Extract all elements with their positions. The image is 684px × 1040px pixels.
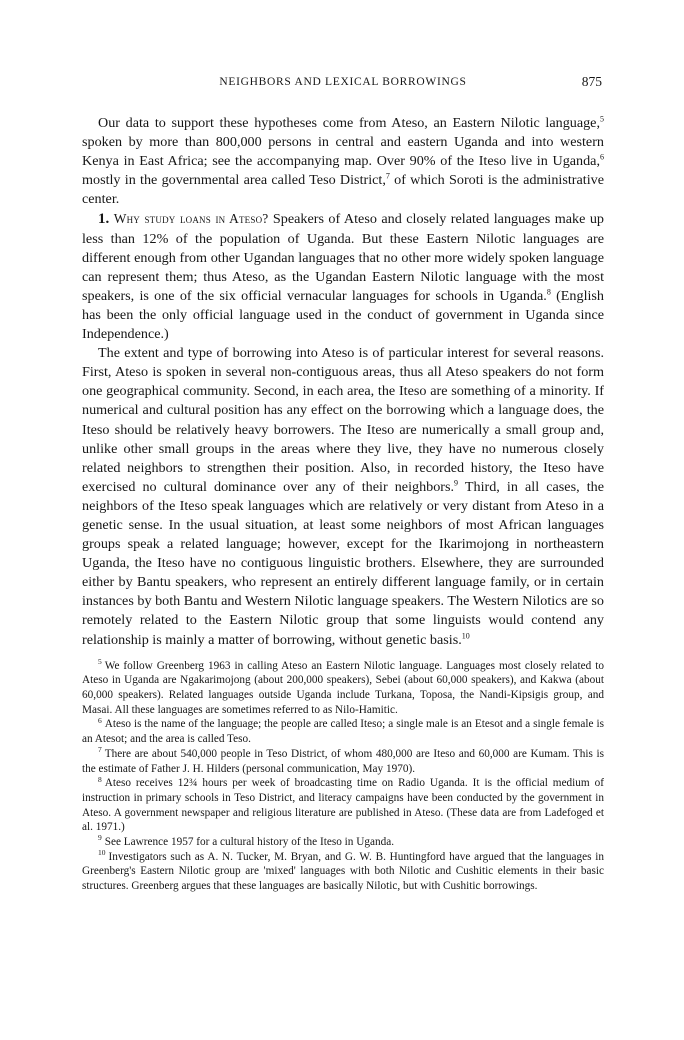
footnote-ref-10: 10 (461, 630, 470, 640)
footnote-7: $^7$ There are about 540,000 people in Teso District, of whom 480,000 are Iteso and 60,000 are Kumam. This is the estimate of Father J. H. Hilders (personal communication, May 1970). (82, 745, 604, 775)
footnotes (82, 656, 604, 894)
paragraph-2: 1. Why study loans in Ateso? Speakers of Ateso and closely related languages make up less than 12% of the population of Uganda. But these Eastern Nilotic languages are different enough from other Ugandan languages that no other more widely spoken language can represent them; thus Ateso, as the Ugandan Eastern Nilotic language with the most speakers, is one of the six official vernacular languages for schools in Uganda.$^8$ (English has been the only official language used in the conduct of government in Uganda since Independence.) (82, 211, 605, 343)
page-number: 875 (581, 74, 602, 89)
footnote-5: $^5$ We follow Greenberg 1963 in calling Ateso an Eastern Nilotic language. Languages most closely related to Ateso in Uganda are Ngakarimojong (about 200,000 speakers), Sebei (about 60,000 speakers), and Kakwa (about 60,000 speakers). Related languages outside Uganda include Turkana, Toposa, the Nandi-Kipsigis group, and Masai. All these languages are sometimes referred to as Nilo-Hamitic. (82, 656, 604, 716)
section-heading: Why study loans in Ateso? (113, 211, 269, 227)
running-title: NEIGHBORS AND LEXICAL BORROWINGS (219, 76, 467, 88)
paragraph-1: Our data to support these hypotheses come from Ateso, an Eastern Nilotic language,$^5$ spoken by more than 800,000 persons in central and eastern Uganda and into western Kenya in East Africa; see the accompanying map. Over 90% of the Iteso live in Uganda,$^6$ mostly in the governmental area called Teso District,$^7$ of which Soroti is the administrative center. (82, 114, 604, 208)
footnote-10: $^{10}$ Investigators such as A. N. Tucker, M. Bryan, and G. W. B. Huntingford have argued that the languages in Greenberg's Eastern Nilotic group are 'mixed' languages with both Nilotic and Cushitic elements in their basic structures. Greenberg argues that these languages are basically Nilotic, but with Cushitic borrowings. (82, 848, 604, 893)
paragraph-3: The extent and type of borrowing into Ateso is of particular interest for several reasons. First, Ateso is spoken in several non-contiguous areas, thus all Ateso speakers do not form one geographical community. Second, in each area, the Iteso are something of a minority. If numerical and cultural position has any effect on the borrowing which a language does, the Iteso should be relatively heavy borrowers. The Iteso are numerically a small group and, unlike other small groups in the areas where they live, they have no numerous closely related neighbors to strengthen their position. Also, in recorded history, the Iteso have exercised no cultural dominance over any of their neighbors.$^9$ Third, in all cases, the neighbors of the Iteso speak languages which are relatively or very distant from Ateso in a genetic sense. In the usual situation, at least some neighbors of most African languages groups speak a related language; however, except for the Ikarimojong in northeastern Uganda, the Iteso have no contiguous linguistic brothers. Elsewhere, they are surrounded either by Bantu speakers, who represent an entirely different language family, or in certain instances by both Bantu and Western Nilotic language speakers. The Western Nilotics are so remotely related to the Eastern Nilotic group that some linguists would contend any relationship is mainly a matter of borrowing, without genetic basis.$^{10}$ (82, 345, 604, 648)
footnote-ref-8: 8 (546, 287, 551, 297)
running-header (82, 74, 604, 98)
page (82, 74, 604, 894)
footnote-6: $^6$ Ateso is the name of the language; the people are called Iteso; a single male is an Etesot and a single female is an Atesot; and the area is called Teso. (82, 715, 604, 746)
footnote-ref-5: 5 (600, 114, 604, 124)
section-number: 1. (98, 211, 110, 228)
footnote-ref-7: 7 (385, 171, 390, 181)
footnote-8: $^8$ Ateso receives 12¾ hours per week of broadcasting time on Radio Uganda. It is the official medium of instruction in primary schools in Teso District, and literacy campaigns have been conducted by the government in Ateso. A government newspaper and religious literature are published in Ateso. (These data are from Ladefoged et al. 1971.) (82, 774, 604, 834)
footnote-ref-6: 6 (600, 152, 604, 162)
footnote-ref-9: 9 (454, 478, 459, 488)
footnote-9: $^9$ See Lawrence 1957 for a cultural history of the Iteso in Uganda. (98, 833, 395, 849)
body-text (82, 114, 604, 650)
